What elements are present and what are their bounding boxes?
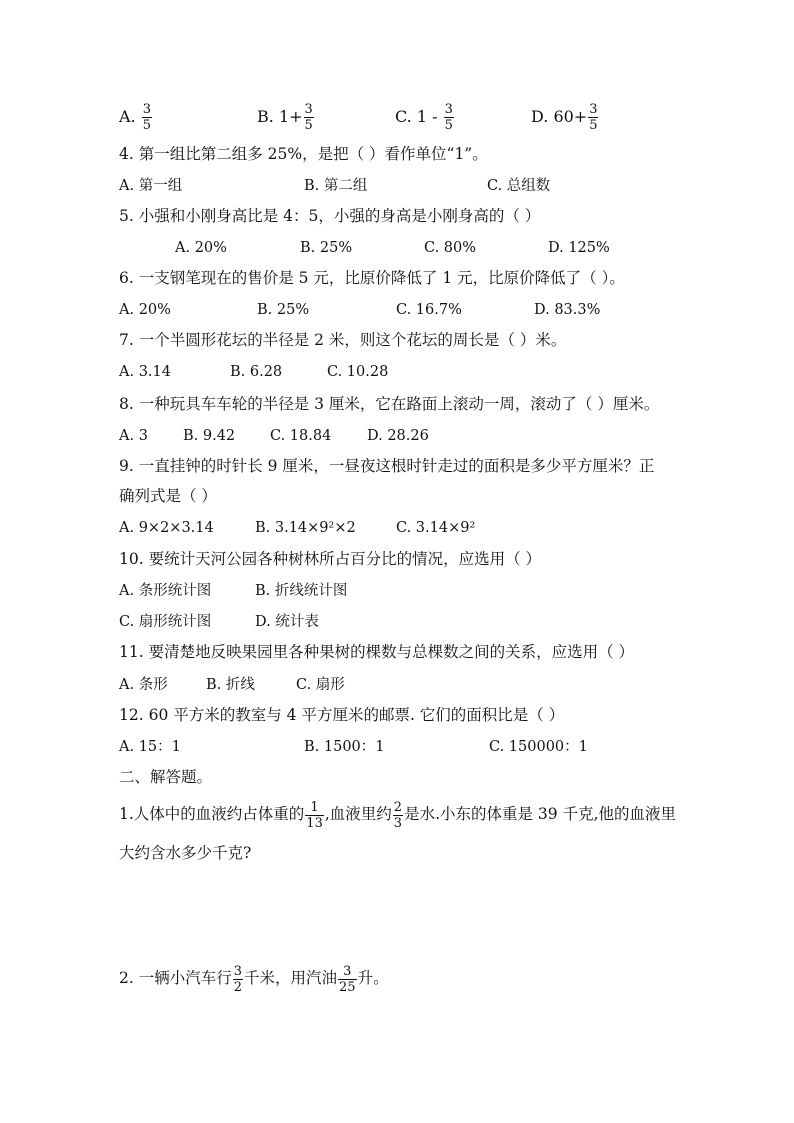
- q6-option-b: B. 25%: [257, 302, 310, 318]
- fraction: [233, 964, 243, 995]
- option-prefix: 1+: [278, 107, 303, 126]
- q8-stem: 8. 一种玩具车车轮的半径是 3 厘米，它在路面上滚动一周，滚动了（ ）厘米。: [119, 395, 660, 413]
- option-label: B.: [257, 107, 274, 126]
- q12-option-b: B. 1500：1: [304, 739, 385, 755]
- q6-option-a: A. 20%: [119, 302, 171, 318]
- denominator: 5: [589, 118, 598, 133]
- problem-text: 升。: [357, 969, 389, 987]
- denominator: 13: [306, 815, 323, 831]
- fraction: [393, 800, 403, 831]
- problem-text: ,血液里约: [324, 805, 392, 823]
- section-title: 二、解答题。: [119, 768, 213, 786]
- q7-option-a: A. 3.14: [119, 364, 171, 380]
- q9-option-a: A. 9×2×3.14: [119, 520, 214, 536]
- option-label: D.: [531, 107, 549, 126]
- q9-option-b: B. 3.14×9²×2: [255, 520, 356, 536]
- q4-option-a: A. 第一组: [119, 178, 183, 194]
- option-label: A.: [119, 107, 136, 126]
- numerator: 3: [142, 102, 152, 117]
- q3-option-c: [395, 102, 455, 133]
- q12-stem: 12. 60 平方米的教室与 4 平方厘米的邮票. 它们的面积比是（ ）: [119, 706, 565, 724]
- problem-2: [119, 962, 389, 995]
- numerator: 1: [310, 799, 319, 815]
- problem-1-continued: 大约含水多少千克?: [119, 844, 252, 862]
- denominator: 5: [142, 118, 152, 133]
- numerator: 3: [343, 963, 352, 979]
- numerator: 3: [589, 102, 598, 117]
- q7-stem: 7. 一个半圆形花坛的半径是 2 米，则这个花坛的周长是（ ）米。: [119, 331, 567, 349]
- q6-option-c: C. 16.7%: [396, 302, 462, 318]
- numerator: 3: [304, 102, 313, 117]
- q4-option-b: B. 第二组: [304, 178, 368, 194]
- denominator: 5: [304, 118, 313, 133]
- q11-option-c: C. 扇形: [296, 677, 345, 693]
- q8-option-c: C. 18.84: [270, 428, 332, 444]
- q5-stem: 5. 小强和小刚身高比是 4：5，小强的身高是小刚身高的（ ）: [119, 207, 541, 225]
- problem-text: 千米，用汽油: [244, 969, 338, 987]
- option-label: C.: [395, 107, 412, 126]
- q11-option-b: B. 折线: [206, 677, 255, 693]
- fraction: [444, 102, 454, 133]
- q7-option-b: B. 6.28: [230, 364, 283, 380]
- q6-option-d: D. 83.3%: [534, 302, 601, 318]
- fraction: [304, 102, 314, 133]
- denominator: 5: [444, 118, 453, 133]
- q9-option-c: C. 3.14×9²: [396, 520, 476, 536]
- q12-option-a: A. 15：1: [119, 739, 181, 755]
- q5-option-d: D. 125%: [548, 240, 610, 256]
- q9-stem: 9. 一直挂钟的时针长 9 厘米，一昼夜这根时针走过的面积是多少平方厘米？正: [119, 457, 655, 475]
- denominator: 3: [393, 815, 403, 831]
- option-prefix: 60+: [553, 107, 588, 126]
- q8-option-d: D. 28.26: [367, 428, 429, 444]
- q10-option-c: C. 扇形统计图: [119, 614, 212, 630]
- problem-text: 2. 一辆小汽车行: [119, 969, 232, 987]
- q10-option-b: B. 折线统计图: [255, 583, 348, 599]
- q10-option-d: D. 统计表: [255, 614, 319, 630]
- denominator: 2: [233, 979, 242, 995]
- problem-1: [119, 798, 676, 831]
- q4-option-c: C. 总组数: [487, 178, 551, 194]
- q3-option-b: [257, 102, 315, 133]
- denominator: 25: [339, 979, 356, 995]
- q8-option-a: A. 3: [119, 428, 148, 444]
- q5-option-b: B. 25%: [300, 240, 353, 256]
- fraction: [588, 102, 598, 133]
- q12-option-c: C. 150000：1: [489, 739, 588, 755]
- q11-option-a: A. 条形: [119, 677, 168, 693]
- q5-option-c: C. 80%: [424, 240, 477, 256]
- q11-stem: 11. 要清楚地反映果园里各种果树的棵数与总棵数之间的关系，应选用（ ）: [119, 643, 635, 661]
- q10-option-a: A. 条形统计图: [119, 583, 212, 599]
- q5-option-a: A. 20%: [175, 240, 227, 256]
- q3-option-d: [531, 102, 599, 133]
- q7-option-c: C. 10.28: [327, 364, 389, 380]
- numerator: 3: [444, 102, 453, 117]
- q4-stem: 4. 第一组比第二组多 25%，是把（ ）看作单位“1”。: [119, 145, 488, 163]
- q8-option-b: B. 9.42: [183, 428, 236, 444]
- q9-stem-continued: 确列式是（ ）: [119, 487, 217, 505]
- q10-stem: 10. 要统计天河公园各种树林所占百分比的情况，应选用（ ）: [119, 550, 542, 568]
- numerator: 2: [393, 799, 403, 815]
- fraction: [338, 964, 357, 995]
- q3-option-a: [119, 102, 153, 133]
- fraction: [142, 102, 152, 133]
- option-prefix: 1 -: [416, 107, 438, 126]
- fraction: [305, 800, 324, 831]
- problem-text: 是水.小东的体重是 39 千克,他的血液里: [404, 805, 676, 823]
- problem-text: 1.人体中的血液约占体重的: [119, 805, 305, 823]
- q6-stem: 6. 一支钢笔现在的售价是 5 元，比原价降低了 1 元，比原价降低了（ ）。: [119, 269, 625, 287]
- numerator: 3: [233, 963, 242, 979]
